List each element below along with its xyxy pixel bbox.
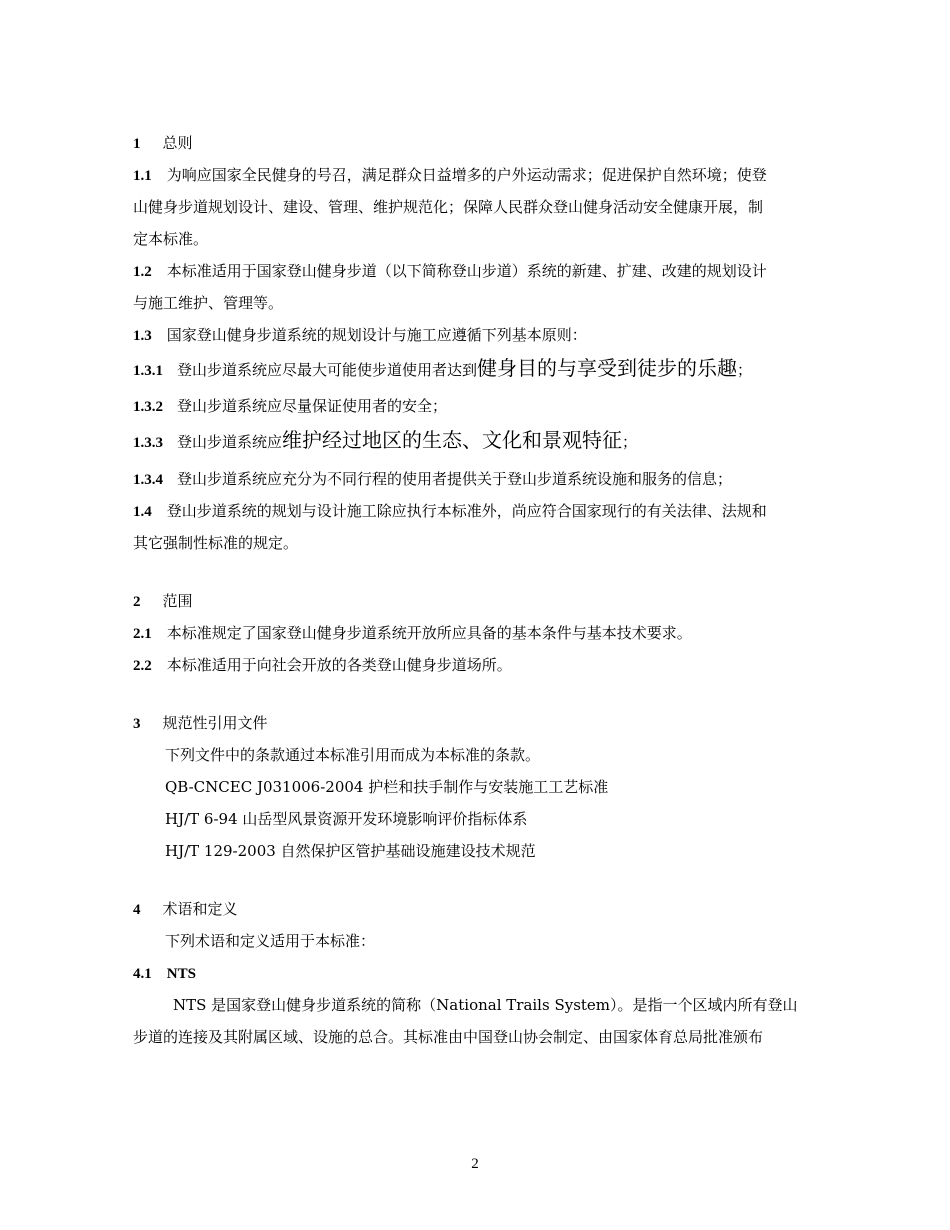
clause-4-1-line-2 [133, 1027, 763, 1047]
clause-number: 1.3 [133, 328, 152, 344]
clause-1-3-4 [133, 469, 732, 490]
section-number: 1 [133, 136, 141, 152]
clause-text: 其它强制性标准的规定。 [133, 534, 299, 552]
clause-number: 1.1 [133, 168, 152, 184]
clause-text: 登山步道系统应 [177, 433, 283, 451]
section-4-heading [133, 899, 238, 920]
clause-1-3-2 [133, 396, 447, 417]
clause-text: 登山步道系统的规划与设计施工除应执行本标准外，尚应符合国家现行的有关法律、法规和 [166, 502, 767, 520]
clause-text: 国家登山健身步道系统的规划设计与施工应遵循下列基本原则： [166, 326, 587, 344]
section-title: 总则 [162, 134, 193, 152]
clause-1-3-3 [133, 428, 637, 455]
clause-1-1-line-3 [133, 229, 208, 249]
terms-intro [165, 931, 375, 951]
clause-text: 步道的连接及其附属区域、设施的总合。其标准由中国登山协会制定、由国家体育总局批准颁布 [133, 1028, 764, 1046]
clause-text-enlarged: 维护经过地区的生态、文化和景观特征 [282, 428, 623, 452]
clause-text: 登山步道系统应充分为不同行程的使用者提供关于登山步道系统设施和服务的信息； [177, 470, 733, 488]
section-title: 术语和定义 [162, 900, 238, 918]
clause-text: NTS 是国家登山健身步道系统的简称（National Trails System）。是指一个区域内所有登山 [173, 996, 798, 1014]
section-title: 范围 [162, 592, 193, 610]
clause-text: 本标准适用于向社会开放的各类登山健身步道场所。 [166, 656, 512, 674]
section-number: 3 [133, 716, 141, 732]
clause-1-3 [133, 325, 587, 346]
clause-text: 下列文件中的条款通过本标准引用而成为本标准的条款。 [165, 746, 541, 764]
section-3-heading [133, 713, 268, 734]
clause-text: 登山步道系统应尽量保证使用者的安全； [177, 397, 448, 415]
reference-item [165, 841, 536, 861]
reference-text: HJ/T 6-94 山岳型风景资源开发环境影响评价指标体系 [165, 810, 528, 828]
reference-item [165, 809, 527, 829]
clause-number: 1.3.1 [133, 363, 163, 379]
clause-text: 本标准适用于国家登山健身步道（以下简称登山步道）系统的新建、扩建、改建的规划设计 [166, 262, 767, 280]
clause-text-enlarged: 健身目的与享受到徒步的乐趣 [477, 356, 738, 380]
term-name: NTS [166, 966, 196, 982]
clause-number: 1.2 [133, 264, 152, 280]
clause-1-3-1 [133, 356, 752, 383]
clause-punctuation: ； [622, 433, 638, 451]
clause-1-1-line-2 [133, 197, 763, 217]
section-2-heading [133, 591, 193, 612]
clause-text: 山健身步道规划设计、建设、管理、维护规范化；保障人民群众登山健身活动安全健康开展，制 [133, 198, 764, 216]
clause-1-1-line-1 [133, 165, 767, 186]
clause-text: 登山步道系统应尽最大可能使步道使用者达到 [177, 361, 478, 379]
clause-number: 1.3.3 [133, 435, 163, 451]
clause-text: 本标准规定了国家登山健身步道系统开放所应具备的基本条件与基本技术要求。 [166, 624, 692, 642]
clause-1-2-line-1 [133, 261, 767, 282]
clause-text: 下列术语和定义适用于本标准： [165, 932, 376, 950]
clause-1-4-line-2 [133, 533, 298, 553]
clause-number: 2.1 [133, 626, 152, 642]
clause-text: 与施工维护、管理等。 [133, 294, 284, 312]
clause-punctuation: ； [737, 361, 753, 379]
reference-text: QB-CNCEC J031006-2004 护栏和扶手制作与安装施工工艺标准 [165, 778, 609, 796]
clause-number: 1.4 [133, 504, 152, 520]
clause-2-2 [133, 655, 512, 676]
reference-item [165, 777, 608, 797]
clause-4-1-line-1 [173, 995, 798, 1015]
reference-text: HJ/T 129-2003 自然保护区管护基础设施建设技术规范 [165, 842, 536, 860]
clause-number: 1.3.2 [133, 399, 163, 415]
section-1-heading [133, 133, 193, 154]
section-number: 2 [133, 594, 141, 610]
clause-1-4-line-1 [133, 501, 767, 522]
section-number: 4 [133, 902, 141, 918]
references-intro [165, 745, 540, 765]
clause-number: 1.3.4 [133, 472, 163, 488]
page-number: 2 [471, 1156, 479, 1172]
clause-text: 为响应国家全民健身的号召，满足群众日益增多的户外运动需求；促进保护自然环境；使登 [166, 166, 767, 184]
clause-number: 2.2 [133, 658, 152, 674]
clause-4-1-heading [133, 963, 196, 984]
clause-number: 4.1 [133, 966, 152, 982]
clause-2-1 [133, 623, 692, 644]
clause-text: 定本标准。 [133, 230, 209, 248]
clause-1-2-line-2 [133, 293, 283, 313]
section-title: 规范性引用文件 [162, 714, 268, 732]
